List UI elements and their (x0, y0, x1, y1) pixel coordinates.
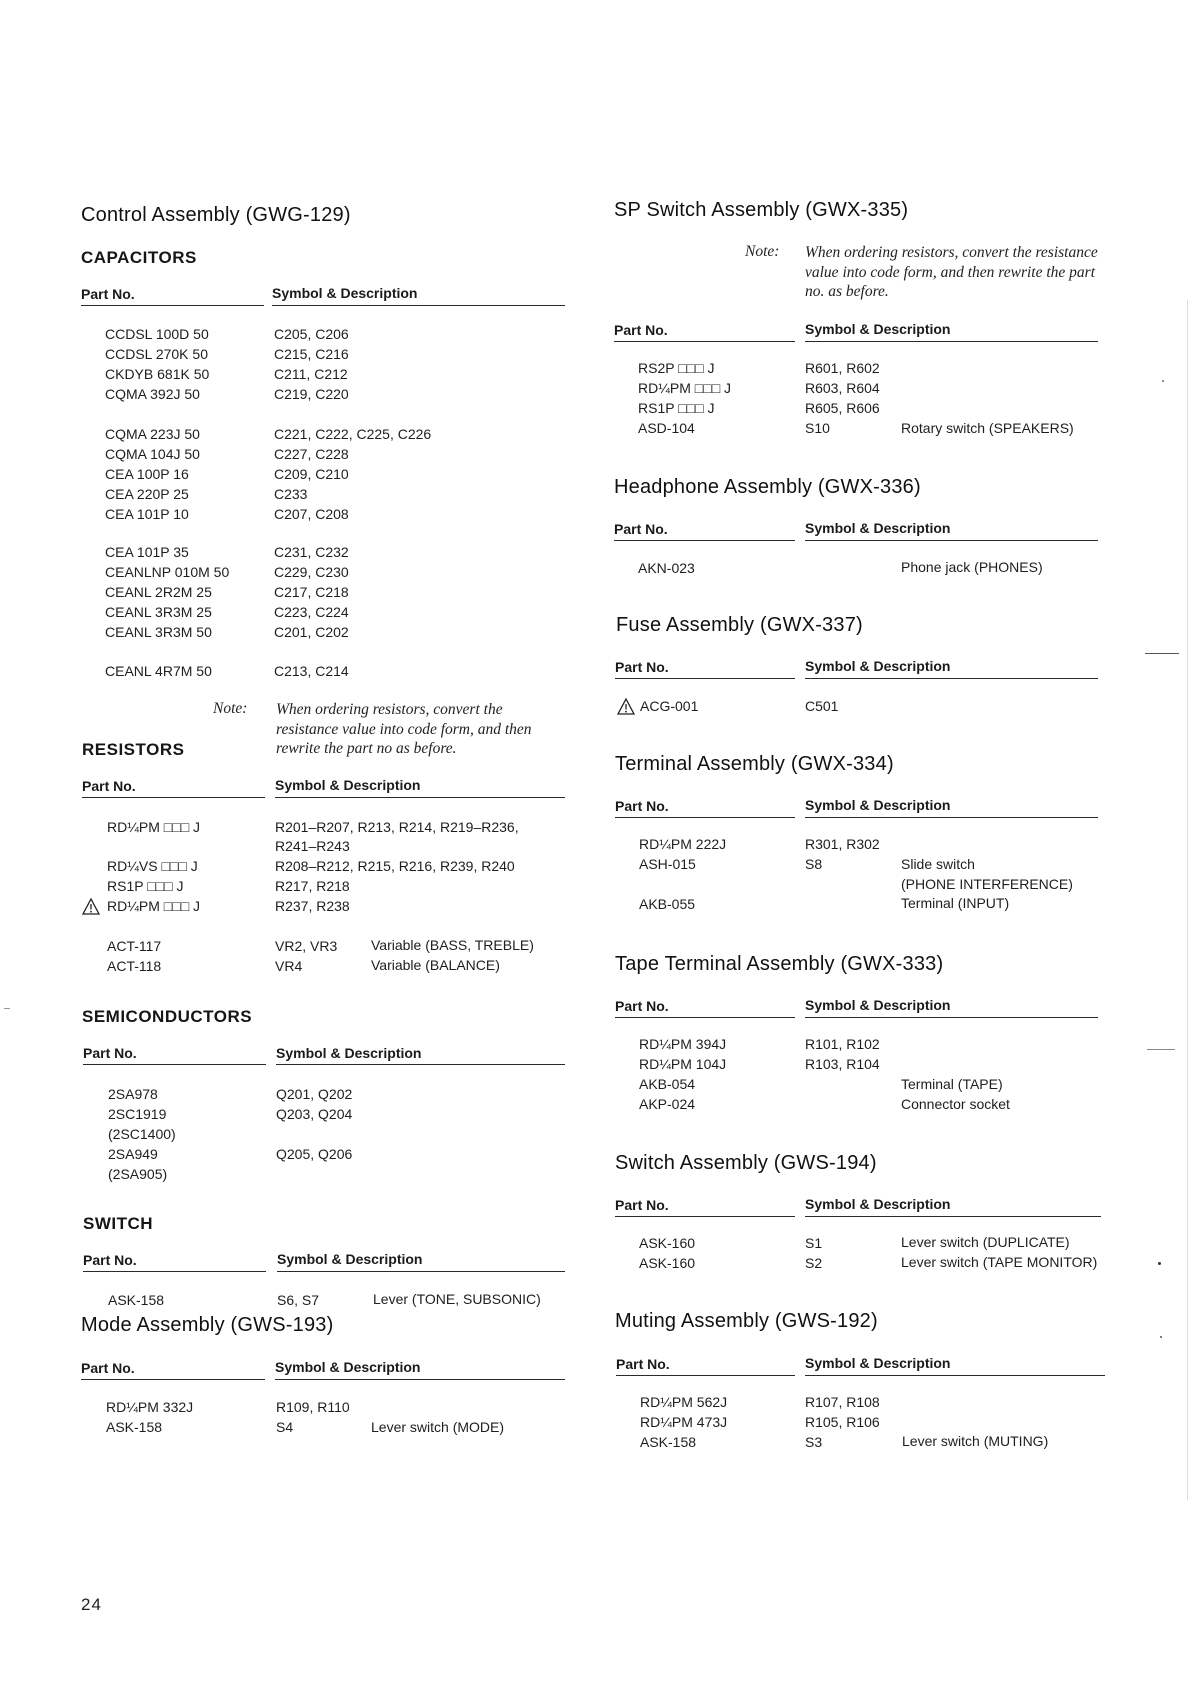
part-no-header: Part No. (83, 1252, 137, 1268)
scan-mark (1145, 653, 1179, 654)
part-no-header: Part No. (615, 998, 669, 1014)
table-row-part: 2SC1919 (108, 1106, 167, 1122)
table-row-part: RS2P □□□ J (638, 360, 715, 376)
table-row-symbol: R107, R108 (805, 1394, 880, 1410)
table-row-part: CQMA 392J 50 (105, 386, 200, 402)
table-row-part: RS1P □□□ J (107, 878, 184, 894)
table-row-symbol: C217, C218 (274, 584, 349, 600)
table-row-symbol: R601, R602 (805, 360, 880, 376)
mode-assembly-title: Mode Assembly (GWS-193) (81, 1314, 334, 1336)
rule (83, 1064, 266, 1065)
table-row-description: Terminal (TAPE) (901, 1076, 1003, 1092)
table-row-part: CEA 101P 35 (105, 544, 189, 560)
table-row-part: CEANL 2R2M 25 (105, 584, 212, 600)
muting-assembly-title: Muting Assembly (GWS-192) (615, 1310, 878, 1332)
headphone-assembly-title: Headphone Assembly (GWX-336) (614, 476, 921, 498)
table-row-symbol: Q205, Q206 (276, 1146, 353, 1162)
capacitors-heading: CAPACITORS (81, 248, 197, 267)
part-no-header: Part No. (614, 521, 668, 537)
symbol-description-header: Symbol & Description (805, 997, 951, 1013)
table-row-symbol: Q201, Q202 (276, 1086, 353, 1102)
table-row-part: CEANL 4R7M 50 (105, 663, 212, 679)
table-row-symbol: R109, R110 (276, 1399, 350, 1415)
table-row-part: RD¼PM □□□ J (107, 819, 201, 835)
rule (805, 1216, 1101, 1217)
table-row-part: RD¼PM 104J (639, 1056, 727, 1072)
table-row-part: CEA 220P 25 (105, 486, 189, 502)
rule (275, 797, 565, 798)
symbol-description-header: Symbol & Description (805, 797, 951, 813)
table-row-symbol: VR4 (275, 958, 303, 974)
symbol-description-header: Symbol & Description (805, 520, 951, 536)
note-label: Note: (745, 243, 780, 260)
rule (614, 540, 795, 541)
table-row-part: CEA 101P 10 (105, 506, 189, 522)
table-row-part: CCDSL 270K 50 (105, 346, 208, 362)
table-row-symbol: R103, R104 (805, 1056, 880, 1072)
table-row-part: CCDSL 100D 50 (105, 326, 209, 342)
table-row-symbol: C213, C214 (274, 663, 349, 679)
switch-assembly-title: Switch Assembly (GWS-194) (615, 1152, 877, 1174)
symbol-description-header: Symbol & Description (805, 1196, 951, 1212)
rule (805, 1017, 1098, 1018)
symbol-description-header: Symbol & Description (275, 1359, 421, 1375)
table-row-part: RD¼PM 222J (639, 836, 727, 852)
scan-mark (1162, 380, 1164, 382)
warning-triangle-icon (617, 698, 635, 715)
table-row-part: CEANLNP 010M 50 (105, 564, 230, 580)
table-row-symbol: R217, R218 (275, 878, 350, 894)
table-row-symbol: C223, C224 (274, 604, 349, 620)
table-row-part: RD¼VS □□□ J (107, 858, 198, 874)
table-row-part: ASK-158 (640, 1434, 697, 1450)
table-row-symbol: S3 (805, 1434, 823, 1450)
table-row-symbol: S1 (805, 1235, 823, 1251)
rule (805, 678, 1098, 679)
table-row-description: Terminal (INPUT) (901, 895, 1010, 911)
table-row-part: ACT-118 (107, 958, 162, 974)
table-row-part: (2SC1400) (108, 1126, 176, 1142)
table-row-part: RD¼PM □□□ J (638, 380, 732, 396)
part-no-header: Part No. (615, 798, 669, 814)
table-row-symbol: R241–R243 (275, 838, 350, 854)
table-row-part: ASK-158 (108, 1292, 165, 1308)
rule (82, 797, 265, 798)
scan-mark (1187, 300, 1188, 1500)
table-row-description: Lever switch (MUTING) (902, 1433, 1049, 1449)
table-row-part: 2SA978 (108, 1086, 158, 1102)
table-row-part: ASD-104 (638, 420, 695, 436)
table-row-part: AKN-023 (638, 560, 695, 576)
rule (272, 305, 565, 306)
table-row-symbol: R201–R207, R213, R214, R219–R236, (275, 819, 519, 835)
table-row-description: Connector socket (901, 1096, 1010, 1112)
rule (276, 1064, 565, 1065)
table-row-symbol: R208–R212, R215, R216, R239, R240 (275, 858, 515, 874)
table-row-part: RD¼PM 394J (639, 1036, 727, 1052)
page-number: 24 (81, 1595, 102, 1614)
symbol-description-header: Symbol & Description (275, 777, 421, 793)
control-assembly-title: Control Assembly (GWG-129) (81, 204, 351, 226)
scan-mark (1160, 1336, 1162, 1338)
table-row-part: ACG-001 (640, 698, 699, 714)
part-no-header: Part No. (614, 322, 668, 338)
table-row-part: RS1P □□□ J (638, 400, 715, 416)
sp-switch-assembly-title: SP Switch Assembly (GWX-335) (614, 199, 909, 221)
table-row-symbol: S6, S7 (277, 1292, 320, 1308)
table-row-description: (PHONE INTERFERENCE) (901, 876, 1073, 892)
switch-heading: SWITCH (83, 1214, 154, 1233)
rule (805, 540, 1098, 541)
rule (614, 341, 795, 342)
rule (616, 1375, 795, 1376)
table-row-symbol: C233 (274, 486, 308, 502)
table-row-symbol: C209, C210 (274, 466, 349, 482)
table-row-symbol: R301, R302 (805, 836, 880, 852)
part-no-header: Part No. (615, 1197, 669, 1213)
table-row-part: ASH-015 (639, 856, 696, 872)
table-row-part: RD¼PM 473J (640, 1414, 728, 1430)
table-row-part: CQMA 104J 50 (105, 446, 200, 462)
fuse-assembly-title: Fuse Assembly (GWX-337) (616, 614, 863, 636)
rule (615, 817, 795, 818)
table-row-part: ASK-160 (639, 1255, 696, 1271)
symbol-description-header: Symbol & Description (277, 1251, 423, 1267)
note-text: When ordering resistors, convert the resistance value into code form, and then rewrite the part no. as before. (805, 244, 1098, 300)
table-row-symbol: C221, C222, C225, C226 (274, 426, 432, 442)
table-row-part: CKDYB 681K 50 (105, 366, 210, 382)
scan-mark (4, 1008, 10, 1009)
part-no-header: Part No. (82, 778, 136, 794)
rule (615, 1216, 795, 1217)
table-row-symbol: C207, C208 (274, 506, 349, 522)
table-row-description: Lever (TONE, SUBSONIC) (373, 1291, 541, 1307)
table-row-description: Rotary switch (SPEAKERS) (901, 420, 1074, 436)
table-row-description: Lever switch (DUPLICATE) (901, 1234, 1070, 1250)
part-no-header: Part No. (83, 1045, 137, 1061)
symbol-description-header: Symbol & Description (272, 285, 418, 301)
table-row-symbol: S2 (805, 1255, 823, 1271)
table-row-symbol: S4 (276, 1419, 294, 1435)
part-no-header: Part No. (81, 286, 135, 302)
symbol-description-header: Symbol & Description (805, 1355, 951, 1371)
table-row-part: RD¼PM □□□ J (107, 898, 201, 914)
rule (83, 1271, 266, 1272)
table-row-symbol: S8 (805, 856, 823, 872)
table-row-part: CEA 100P 16 (105, 466, 189, 482)
part-no-header: Part No. (616, 1356, 670, 1372)
rule (805, 817, 1098, 818)
table-row-part: AKB-054 (639, 1076, 696, 1092)
table-row-part: CEANL 3R3M 50 (105, 624, 212, 640)
table-row-part: AKP-024 (639, 1096, 696, 1112)
table-row-part: CEANL 3R3M 25 (105, 604, 212, 620)
table-row-description: Lever switch (MODE) (371, 1419, 505, 1435)
symbol-description-header: Symbol & Description (805, 321, 951, 337)
table-row-description: Variable (BASS, TREBLE) (371, 937, 534, 953)
scan-mark (1147, 1049, 1175, 1050)
table-row-description: Lever switch (TAPE MONITOR) (901, 1254, 1098, 1270)
table-row-symbol: VR2, VR3 (275, 938, 338, 954)
table-row-description: Variable (BALANCE) (371, 957, 500, 973)
table-row-symbol: C227, C228 (274, 446, 349, 462)
table-row-symbol: C201, C202 (274, 624, 349, 640)
table-row-part: ASK-158 (106, 1419, 163, 1435)
table-row-symbol: R605, R606 (805, 400, 880, 416)
table-row-description: Slide switch (901, 856, 975, 872)
table-row-symbol: C205, C206 (274, 326, 349, 342)
table-row-symbol: R101, R102 (805, 1036, 880, 1052)
rule (81, 1379, 265, 1380)
tape-terminal-assembly-title: Tape Terminal Assembly (GWX-333) (615, 953, 944, 975)
table-row-part: RD¼PM 562J (640, 1394, 728, 1410)
scan-mark (1158, 1262, 1161, 1265)
rule (615, 678, 795, 679)
note-text: When ordering resistors, convert the resistance value into code form, and then rewrite the part no as before. (276, 701, 532, 757)
table-row-symbol: Q203, Q204 (276, 1106, 353, 1122)
symbol-description-header: Symbol & Description (276, 1045, 422, 1061)
rule (81, 305, 264, 306)
table-row-part: ACT-117 (107, 938, 162, 954)
table-row-part: AKB-055 (639, 896, 696, 912)
table-row-symbol: C229, C230 (274, 564, 349, 580)
table-row-symbol: C501 (805, 698, 839, 714)
table-row-symbol: R603, R604 (805, 380, 880, 396)
table-row-symbol: R237, R238 (275, 898, 350, 914)
terminal-assembly-title: Terminal Assembly (GWX-334) (615, 753, 894, 775)
table-row-symbol: R105, R106 (805, 1414, 880, 1430)
table-row-part: (2SA905) (108, 1166, 168, 1182)
part-no-header: Part No. (615, 659, 669, 675)
rule (275, 1379, 565, 1380)
table-row-symbol: C231, C232 (274, 544, 349, 560)
rule (805, 341, 1098, 342)
semiconductors-heading: SEMICONDUCTORS (82, 1007, 253, 1026)
note-label: Note: (213, 700, 248, 717)
table-row-symbol: C211, C212 (274, 366, 348, 382)
rule (615, 1017, 795, 1018)
rule (277, 1271, 565, 1272)
rule (805, 1375, 1105, 1376)
table-row-part: 2SA949 (108, 1146, 158, 1162)
part-no-header: Part No. (81, 1360, 135, 1376)
table-row-part: ASK-160 (639, 1235, 696, 1251)
table-row-part: RD¼PM 332J (106, 1399, 194, 1415)
table-row-symbol: C215, C216 (274, 346, 349, 362)
resistors-heading: RESISTORS (82, 740, 185, 759)
symbol-description-header: Symbol & Description (805, 658, 951, 674)
warning-triangle-icon (82, 898, 100, 915)
table-row-description: Phone jack (PHONES) (901, 559, 1043, 575)
table-row-symbol: C219, C220 (274, 386, 349, 402)
table-row-part: CQMA 223J 50 (105, 426, 200, 442)
table-row-symbol: S10 (805, 420, 830, 436)
